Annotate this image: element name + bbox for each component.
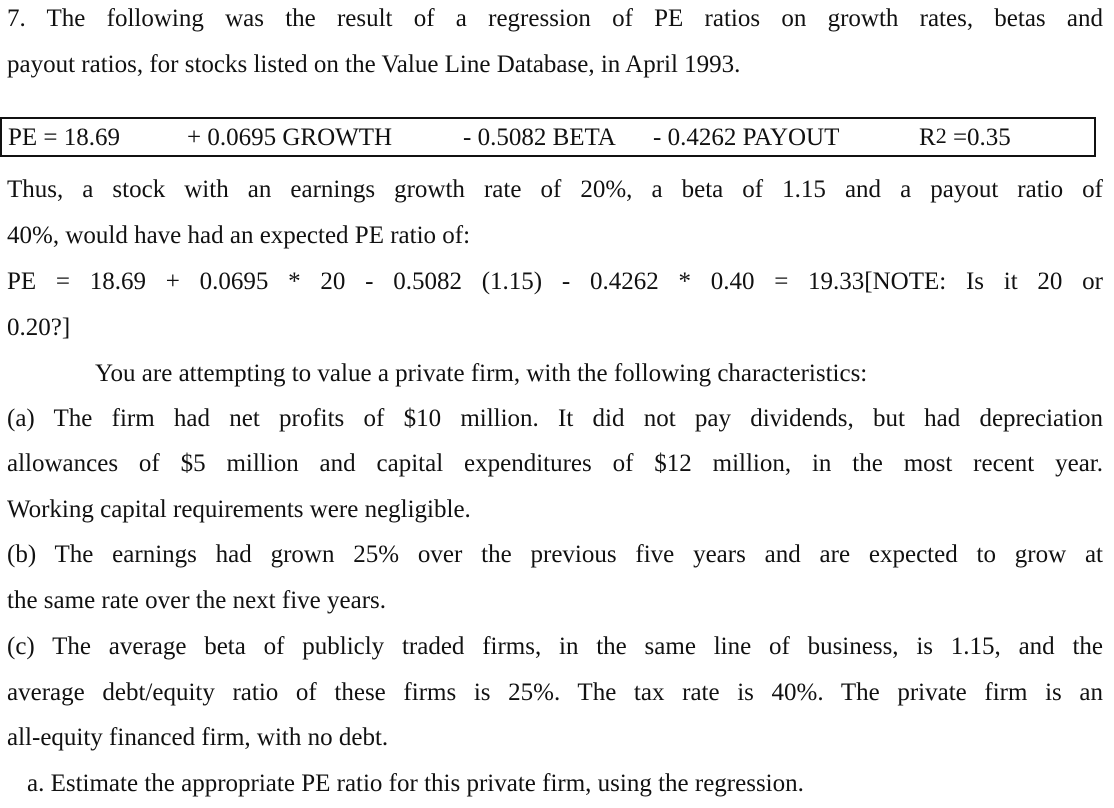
r-squared-value: =0.35 <box>952 124 1011 151</box>
regression-growth-term: + 0.0695 GROWTH <box>187 124 393 151</box>
question-intro-line-1: 7. The following was the result of a regression of PE ratios on growth rates, betas and <box>7 5 1103 32</box>
characteristic-a-line-1: (a) The firm had net profits of $10 million. It did not pay dividends, but had depreciation <box>7 405 1103 432</box>
regression-payout-term: - 0.4262 PAYOUT <box>653 124 840 151</box>
example-calculation-line-1: PE = 18.69 + 0.0695 * 20 - 0.5082 (1.15) - 0.4262 * 0.40 = 19.33[NOTE: Is it 20 or <box>7 268 1103 295</box>
example-calculation-line-2: 0.20?] <box>7 314 71 341</box>
r-squared-exponent: 2 <box>935 123 947 148</box>
characteristic-c-line-1: (c) The average beta of publicly traded firms, in the same line of business, is 1.15, and the <box>7 633 1103 660</box>
characteristic-b-line-1: (b) The earnings had grown 25% over the previous five years and are expected to grow at <box>7 541 1103 568</box>
regression-beta-term: - 0.5082 BETA <box>463 124 616 151</box>
characteristic-b-line-2: the same rate over the next five years. <box>7 587 386 614</box>
task-a: a. Estimate the appropriate PE ratio for this private firm, using the regression. <box>27 770 804 797</box>
question-intro-line-2: payout ratios, for stocks listed on the Value Line Database, in April 1993. <box>7 51 741 78</box>
example-line-2: 40%, would have had an expected PE ratio of: <box>7 222 471 249</box>
regression-equation-box <box>0 117 1096 157</box>
regression-intercept: PE = 18.69 <box>8 124 121 151</box>
characteristic-c-line-2: average debt/equity ratio of these firms is 25%. The tax rate is 40%. The private firm is an <box>7 679 1103 706</box>
characteristic-a-line-2: allowances of $5 million and capital expenditures of $12 million, in the most recent year. <box>7 450 1103 477</box>
problem-intro: You are attempting to value a private firm, with the following characteristics: <box>95 360 868 387</box>
example-line-1: Thus, a stock with an earnings growth rate of 20%, a beta of 1.15 and a payout ratio of <box>7 176 1103 203</box>
characteristic-c-line-3: all-equity financed firm, with no debt. <box>7 724 389 751</box>
characteristic-a-line-3: Working capital requirements were negligible. <box>7 496 471 523</box>
regression-r-squared <box>919 123 1011 153</box>
r-squared-symbol: R <box>919 124 936 151</box>
